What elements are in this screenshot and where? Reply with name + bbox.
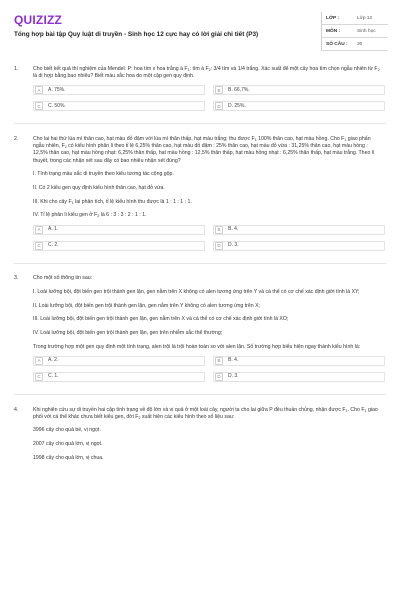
- option-text: D. 25%.: [228, 102, 246, 109]
- meta-key: SỐ CÂU :: [326, 41, 348, 47]
- option-letter-box: D: [215, 242, 223, 250]
- option-letter-box: D: [215, 102, 223, 110]
- question-body: [33, 407, 380, 463]
- question-paragraph: I. Loài lưỡng bội, đột biến gen trội thành gen lặn, gen nằm trên X không có alen tương ứng trên Y và cá thể có cơ chế xác định giới tính là XY;: [33, 288, 360, 295]
- question-paragraph: III. Khi cho cây $F_1$ lai phân tích, tỉ lệ kiểu hình thu được là 1 : 1 : 1 : 1.: [33, 198, 192, 205]
- question-text: [33, 275, 380, 351]
- meta-value: Lớp 12: [357, 15, 373, 21]
- meta-row-subject: [322, 25, 388, 38]
- question-4: [0, 407, 400, 463]
- option-text: B. 4.: [228, 226, 239, 233]
- question-paragraph: Khi nghiên cứu sự di truyền hai cặp tính trạng về độ lớn và vị quả ở một loài cây, người ta cho lai giữa P đều thuần chủng, nhận được $F_1$. Cho $F_1$ giao phối với cá thể khác chưa biết kiểu gen, đời $F_2$ xuất hiện các kiểu hình theo số liệu sau:: [33, 406, 378, 420]
- meta-key: MÔN :: [326, 28, 341, 34]
- option-text: B. 66,7%.: [228, 86, 250, 93]
- question-3: [0, 275, 400, 382]
- question-paragraph: Cho một số thông tin sau:: [33, 275, 93, 282]
- answer-option-a[interactable]: [33, 225, 205, 235]
- page-header: [0, 0, 400, 62]
- option-letter-box: A: [35, 86, 43, 94]
- option-letter-box: D: [215, 373, 223, 381]
- option-letter-box: C: [35, 373, 43, 381]
- question-paragraph: Trong trường hợp một gen quy định một tính trạng, alen trội là trội hoàn toàn so với alen lặn. Số trường hợp biểu hiện ngay thành kiểu hình là:: [33, 343, 361, 350]
- option-letter-box: A: [35, 357, 43, 365]
- question-list: [0, 66, 400, 462]
- option-text: A. 2.: [48, 357, 59, 364]
- question-body: [33, 136, 380, 251]
- option-text: D. 3.: [228, 373, 239, 380]
- document-title: Tổng hợp bài tập Quy luật di truyền - Sinh học 12 cực hay có lời giải chi tiết (P3): [14, 31, 259, 38]
- answer-options: [33, 85, 380, 111]
- question-paragraph: Cho lai hai thứ lúa mì thân cao, hạt màu đỏ đậm với lúa mì thân thấp, hạt màu trắng; thu được $F_1$ 100% thân cao, hạt màu hồng. Cho $F_1$ giao phấn ngẫu nhiên, $F_2$ có kiểu hình phân li theo tỉ lệ 6,25% thân cao, hạt màu đỏ đậm : 25% thân cao, hạt màu đỏ vừa : 31,25% thân cao, hạt màu hồng : 12,5% thân cao, hạt màu hồng nhạt: 6,25% thân thấp, hạt màu hồng : 12,5% thân thấp, hạt màu hồng nhạt : 6,25% thân thấp, hạt màu trắng. Theo lí thuyết, trong các nhận xét sau đây có bao nhiêu nhận xét đúng?: [33, 136, 375, 164]
- question-text: [33, 407, 380, 463]
- question-divider: [14, 123, 386, 124]
- question-body: [33, 275, 380, 382]
- answer-option-b[interactable]: [213, 85, 385, 95]
- question-paragraph: I. Tính trạng màu sắc di truyền theo kiểu tương tác cộng gộp.: [33, 171, 174, 178]
- answer-option-b[interactable]: [213, 356, 385, 366]
- question-number: 1.: [14, 66, 19, 72]
- answer-option-c[interactable]: [33, 101, 205, 111]
- option-letter-box: A: [35, 226, 43, 234]
- meta-key: LỚP :: [326, 15, 340, 21]
- question-paragraph: II. Có 2 kiểu gen quy định kiểu hình thân cao, hạt đỏ vừa.: [33, 185, 165, 192]
- question-paragraph: IV. Loài lưỡng bội, đột biến gen trội thành gen lặn, gen trên nhiễm sắc thể thường;: [33, 330, 223, 337]
- option-text: C. 50%.: [48, 102, 66, 109]
- question-paragraph: II. Loài lưỡng bội, đột biến gen trội thành gen lặn, gen nằm trên Y không có alen tương ứng trên X;: [33, 302, 260, 309]
- question-number: 2.: [14, 136, 19, 142]
- meta-row-class: [322, 12, 388, 25]
- answer-option-d[interactable]: [213, 101, 385, 111]
- option-text: C. 1.: [48, 373, 59, 380]
- meta-table: [321, 12, 388, 51]
- question-2: [0, 136, 400, 251]
- answer-option-a[interactable]: [33, 85, 205, 95]
- answer-option-c[interactable]: [33, 372, 205, 382]
- question-paragraph: 2007 cây cho quả lớn, vị ngọt.: [33, 441, 103, 448]
- option-text: A. 1.: [48, 226, 59, 233]
- option-text: C. 2.: [48, 242, 59, 249]
- quizizz-logo: QUIZIZZ: [14, 13, 63, 27]
- option-letter-box: C: [35, 242, 43, 250]
- option-letter-box: B: [215, 86, 223, 94]
- question-paragraph: III. Loài lưỡng bội, đột biến gen trội thành gen lặn, gen nằm trên X và cá thể có cơ chế xác định giới tính là XO;: [33, 316, 289, 323]
- question-divider: [14, 263, 386, 264]
- meta-value: Sinh học: [357, 28, 376, 34]
- question-text: [33, 136, 380, 220]
- answer-options: [33, 225, 380, 251]
- question-1: [0, 66, 400, 111]
- question-text: [33, 66, 380, 80]
- answer-option-b[interactable]: [213, 225, 385, 235]
- question-paragraph: IV. Tỉ lệ phân li kiểu gen ở $F_2$ là 6 : 3 : 3 : 2 : 1 : 1.: [33, 212, 147, 219]
- option-text: B. 4.: [228, 357, 239, 364]
- option-text: D. 3.: [228, 242, 239, 249]
- option-letter-box: B: [215, 226, 223, 234]
- question-number: 4.: [14, 406, 19, 413]
- answer-options: [33, 356, 380, 382]
- option-text: A. 75%.: [48, 86, 66, 93]
- question-paragraph: Cho biết kết quả thí nghiệm của Mendel: P: hoa tím x hoa trắng à $F_1$: tím à $F_2$: 3/4 tím và 1/4 trắng. Xác suất để một cây hoa tím chọn ngẫu nhiên từ $F_2$ là dị hợp bằng bao nhiêu? Biết màu sắc hoa do một cặp gen quy định.: [33, 66, 380, 80]
- answer-option-a[interactable]: [33, 356, 205, 366]
- question-divider: [14, 394, 386, 395]
- answer-option-c[interactable]: [33, 241, 205, 251]
- question-body: [33, 66, 380, 111]
- question-paragraph: 1998 cây cho quả lớn, vị chua.: [33, 454, 104, 461]
- answer-option-d[interactable]: [213, 241, 385, 251]
- answer-option-d[interactable]: [213, 372, 385, 382]
- option-letter-box: C: [35, 102, 43, 110]
- question-paragraph: 3996 cây cho quả bé, vị ngọt.: [33, 427, 101, 434]
- option-letter-box: B: [215, 357, 223, 365]
- question-number: 3.: [14, 275, 19, 282]
- meta-row-count: [322, 38, 388, 51]
- meta-value: 30: [357, 41, 363, 47]
